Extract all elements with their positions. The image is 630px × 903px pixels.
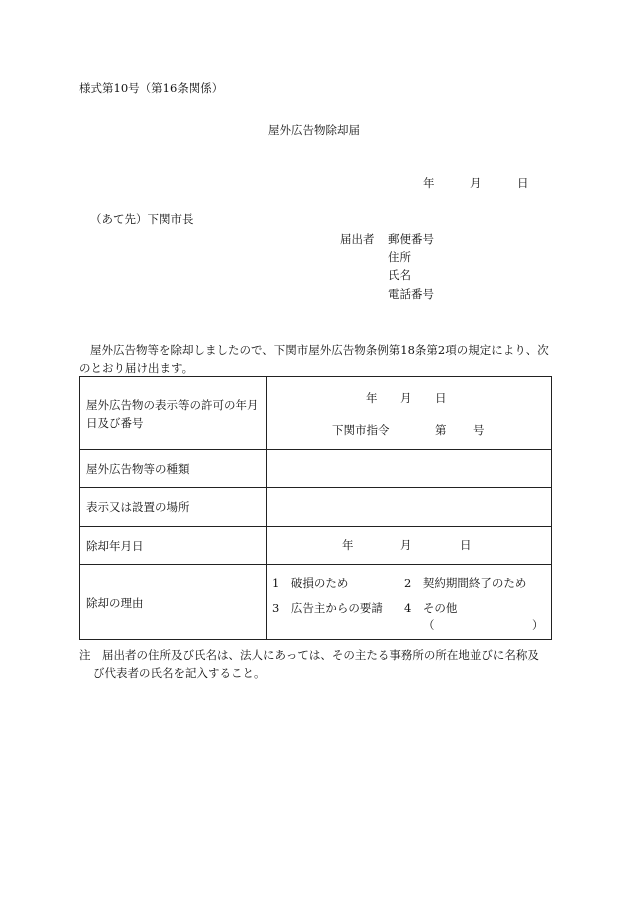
- address-label: 住所: [388, 250, 411, 264]
- type-label: 屋外広告物等の種類: [86, 462, 190, 476]
- table-row-type: [80, 450, 551, 488]
- date-day: 日: [517, 176, 529, 190]
- permit-label-line1: 屋外広告物の表示等の許可の年月: [86, 398, 259, 412]
- reason-2: 2 契約期間終了のため: [404, 576, 527, 590]
- permit-month: 月: [400, 391, 412, 405]
- reason-4: 4 その他: [404, 601, 458, 615]
- form-table: [79, 376, 552, 640]
- table-row-reason: [80, 565, 551, 641]
- reason-other-paren-close: ）: [532, 618, 544, 632]
- postal-code-label: 郵便番号: [388, 232, 434, 246]
- reason-1: 1 破損のため: [272, 576, 349, 590]
- permit-label-line2: 日及び番号: [86, 416, 144, 430]
- permit-year: 年: [366, 391, 378, 405]
- permit-day: 日: [435, 391, 447, 405]
- removal-day: 日: [460, 538, 472, 552]
- reason-3: 3 広告主からの要請: [272, 601, 383, 615]
- note-line2: び代表者の氏名を記入すること。: [93, 666, 266, 680]
- location-label: 表示又は設置の場所: [86, 500, 190, 514]
- addressee: （あて先）下関市長: [90, 212, 194, 226]
- removal-date-label: 除却年月日: [86, 539, 144, 553]
- body-text-line2: のとおり届け出ます。: [79, 361, 194, 375]
- permit-label: [86, 396, 259, 432]
- table-row-permit: [80, 377, 551, 450]
- date-year: 年: [423, 176, 435, 190]
- date-month: 月: [470, 176, 482, 190]
- permit-go-label: 号: [473, 423, 485, 437]
- table-row-removal-date: [80, 527, 551, 565]
- form-number: 様式第10号（第16条関係）: [79, 81, 224, 95]
- document-title: 屋外広告物除却届: [268, 123, 360, 137]
- reason-other-paren-open: （: [423, 618, 435, 632]
- note-line1: 注 届出者の住所及び氏名は、法人にあっては、その主たる事務所の所在地並びに名称及: [79, 648, 539, 662]
- permit-prefix: 下関市指令: [332, 423, 390, 437]
- removal-month: 月: [400, 538, 412, 552]
- name-label: 氏名: [388, 268, 411, 282]
- body-text-line1: 屋外広告物等を除却しましたので、下関市屋外広告物条例第18条第2項の規定により、次: [90, 343, 549, 357]
- removal-year: 年: [342, 538, 354, 552]
- permit-no-label: 第: [435, 423, 447, 437]
- applicant-label: 届出者: [340, 232, 375, 246]
- reason-label: 除却の理由: [86, 596, 144, 610]
- table-row-location: [80, 488, 551, 527]
- phone-label: 電話番号: [388, 287, 434, 301]
